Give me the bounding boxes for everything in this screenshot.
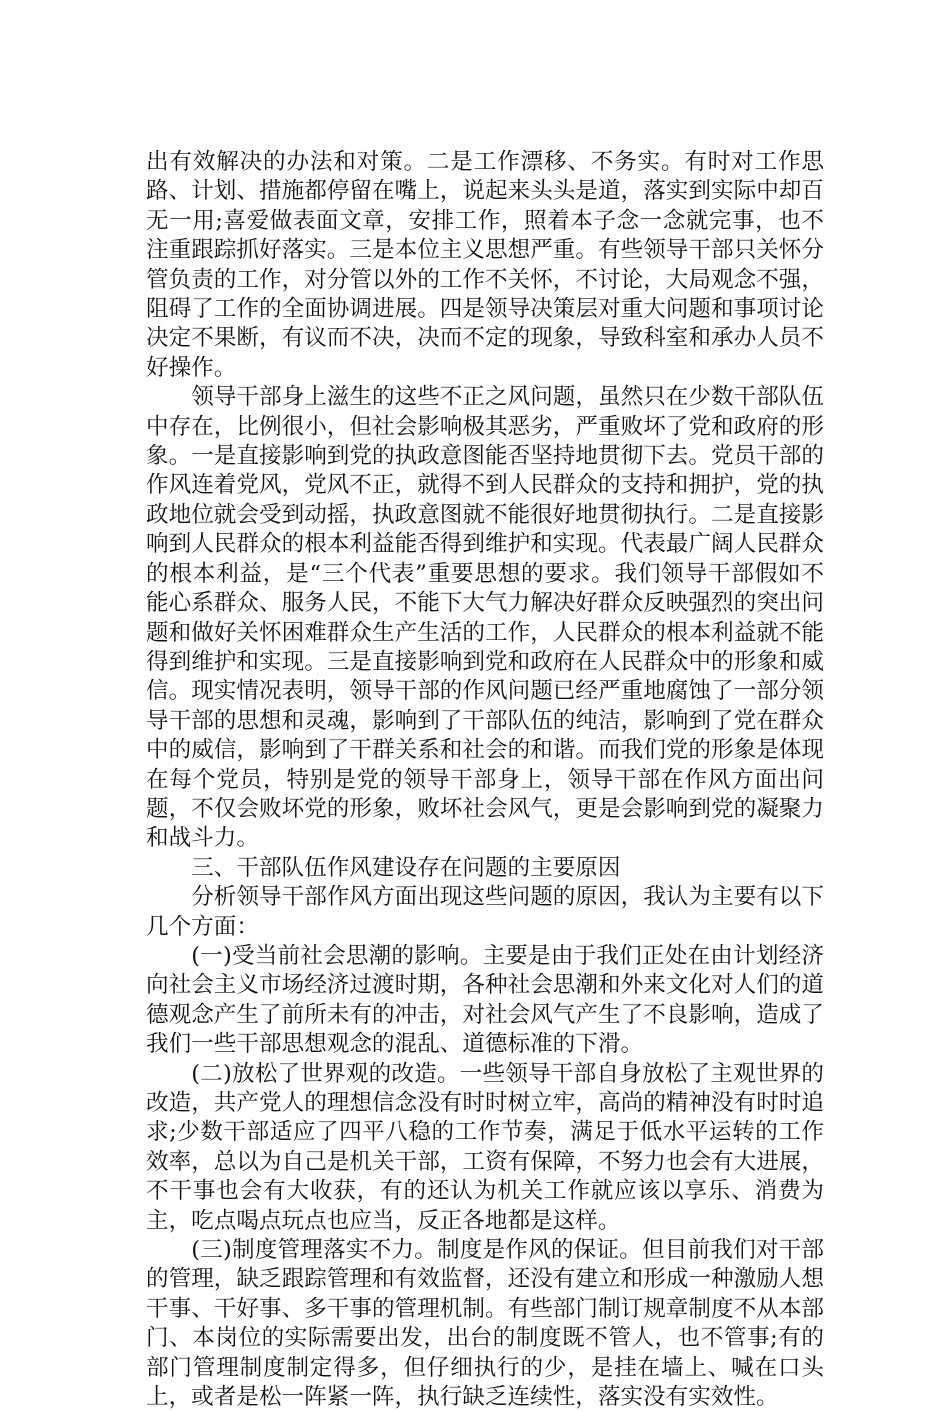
document-page bbox=[146, 148, 824, 1412]
paragraph-cause-2: (二)放松了世界观的改造。一些领导干部自身放松了主观世界的改造，共产党人的理想信念没有时时树立牢，高尚的精神没有时时追求;少数干部适应了四平八稳的工作节奏，满足于低水平运转的工作效率，总以为自己是机关干部，工资有保障，不努力也会有大进展，不干事也会有大收获，有的还认为机关工作就应该以享乐、消费为主，吃点喝点玩点也应当，反正各地都是这样。 bbox=[146, 1060, 824, 1234]
section-heading-causes: 三、干部队伍作风建设存在问题的主要原因 bbox=[191, 854, 621, 881]
paragraph-impact: 领导干部身上滋生的这些不正之风问题，虽然只在少数干部队伍中存在，比例很小，但社会影响极其恶劣，严重败坏了党和政府的形象。一是直接影响到党的执政意图能否坚持地贯彻下去。党员干部的作风连着党风，党风不正，就得不到人民群众的支持和拥护，党的执政地位就会受到动摇，执政意图就不能很好地贯彻执行。二是直接影响到人民群众的根本利益能否得到维护和实现。代表最广阔人民群众的根本利益，是“三个代表”重要思想的要求。我们领导干部假如不能心系群众、服务人民，不能下大气力解决好群众反映强烈的突出问题和做好关怀困难群众生产生活的工作，人民群众的根本利益就不能得到维护和实现。三是直接影响到党和政府在人民群众中的形象和威信。现实情况表明，领导干部的作风问题已经严重地腐蚀了一部分领导干部的思想和灵魂，影响到了干部队伍的纯洁，影响到了党在群众中的威信，影响到了干群关系和社会的和谐。而我们党的形象是体现在每个党员，特别是党的领导干部身上，领导干部在作风方面出问题，不仅会败坏党的形象，败坏社会风气，更是会影响到党的凝聚力和战斗力。 bbox=[146, 384, 824, 852]
paragraph-cause-3: (三)制度管理落实不力。制度是作风的保证。但目前我们对干部的管理，缺乏跟踪管理和有效监督，还没有建立和形成一种激励人想干事、干好事、多干事的管理机制。有些部门制订规章制度不从本部门、本岗位的实际需要出发，出台的制度既不管人，也不管事;有的部门管理制度制定得多，但仔细执行的少，是挂在墙上、喊在口头上，或者是松一阵紧一阵，执行缺乏连续性，落实没有实效性。 bbox=[146, 1237, 824, 1411]
paragraph-continuation: 出有效解决的办法和对策。二是工作漂移、不务实。有时对工作思路、计划、措施都停留在嘴上，说起来头头是道，落实到实际中却百无一用;喜爱做表面文章，安排工作，照着本子念一念就完事，也不注重跟踪抓好落实。三是本位主义思想严重。有些领导干部只关怀分管负责的工作，对分管以外的工作不关怀，不讨论，大局观念不强，阻碍了工作的全面协调进展。四是领导决策层对重大问题和事项讨论决定不果断，有议而不决，决而不定的现象，导致科室和承办人员不好操作。 bbox=[146, 149, 824, 381]
paragraph-cause-1: (一)受当前社会思潮的影响。主要是由于我们正处在由计划经济向社会主义市场经济过渡时期，各种社会思潮和外来文化对人们的道德观念产生了前所未有的冲击，对社会风气产生了不良影响，造成了我们一些干部思想观念的混乱、道德标准的下滑。 bbox=[146, 942, 824, 1058]
paragraph-analysis-intro: 分析领导干部作风方面出现这些问题的原因，我认为主要有以下几个方面： bbox=[146, 884, 824, 940]
